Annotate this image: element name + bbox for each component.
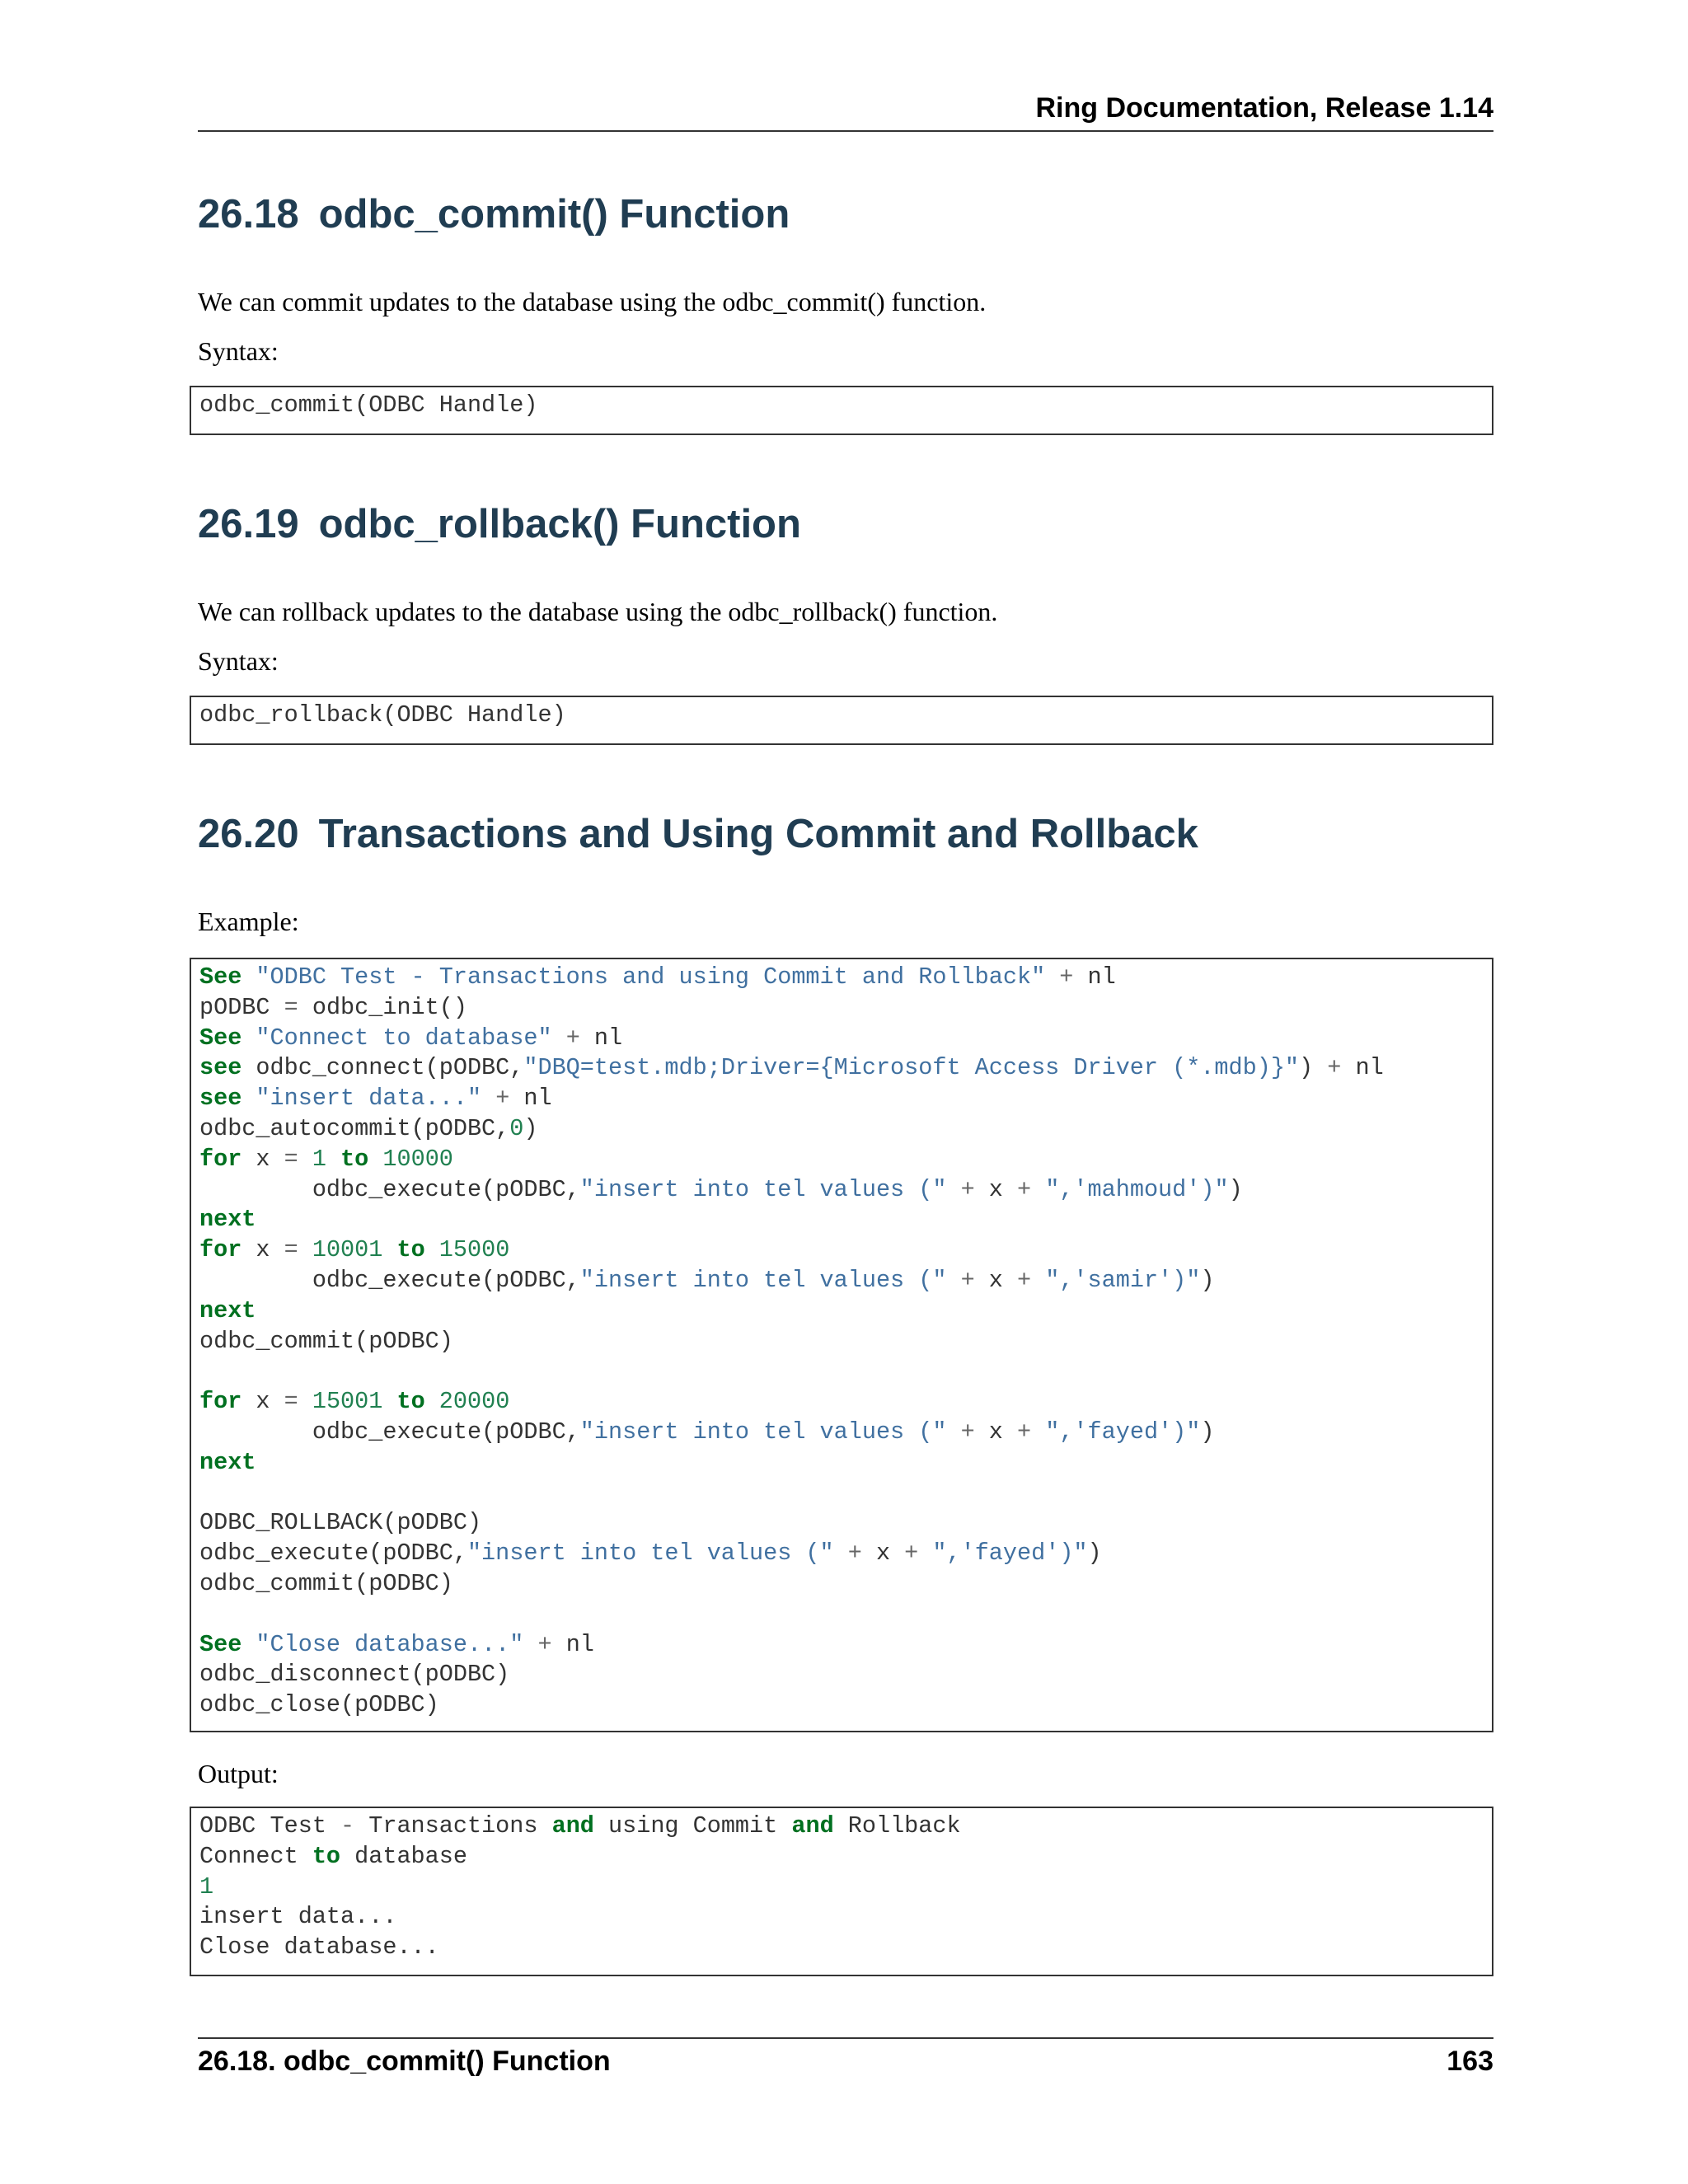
text-token: nl [551,1630,594,1658]
operator-token: + [495,1085,510,1113]
text-token [425,1236,439,1263]
text-token: odbc_execute(pODBC, [199,1540,467,1568]
example-code-line [199,1328,453,1355]
example-code-line [199,1206,256,1233]
example-code-line [199,1267,1214,1294]
syntax-label: Syntax: [198,336,279,366]
operator-token: + [1017,1175,1032,1203]
keyword-token: to [396,1388,425,1416]
text-token [523,1631,537,1658]
example-label: Example: [198,907,299,936]
operator-token: = [284,1145,298,1173]
operator-token: + [847,1540,862,1568]
text-token: nl [1073,963,1116,991]
operator-token: + [565,1024,580,1052]
string-token: ",'samir')" [1045,1266,1201,1294]
text-token: x [861,1540,905,1568]
keyword-token: and [551,1812,594,1840]
example-code-block [190,958,1493,1732]
text-token [834,1540,848,1567]
text-token [918,1540,932,1567]
text-token [298,1236,312,1263]
text-token [1045,963,1059,991]
text-token [326,1146,340,1173]
section-number: 26.18 [198,192,299,237]
example-code-line [199,1509,481,1536]
operator-token: = [284,1236,298,1264]
number-token: 1 [199,1872,214,1900]
section-number: 26.20 [198,812,299,856]
output-code-line [199,1843,467,1870]
operator-token: = [284,1388,298,1416]
text-token: odbc_connect(pODBC, [241,1054,524,1082]
text-token: nl [509,1085,552,1113]
text-token: odbc_commit(pODBC) [199,1569,453,1597]
operator-token: + [904,1540,919,1568]
text-token [1031,1418,1045,1446]
operator-token: + [1327,1054,1342,1082]
text-token [481,1085,495,1112]
keyword-token: next [199,1296,256,1324]
keyword-token: see [199,1054,242,1082]
text-token: ) [523,1114,538,1142]
output-label: Output: [198,1759,279,1788]
output-code-line [199,1903,396,1930]
example-code-line [199,1388,509,1415]
text-token: x [974,1266,1017,1294]
text-token [298,1146,312,1173]
number-token: 1 [312,1145,326,1173]
syntax-code: odbc_commit(ODBC Handle) [199,391,538,419]
output-code-block [190,1807,1493,1976]
text-token: database [340,1842,467,1870]
keyword-token: and [791,1812,834,1840]
example-code-line [199,1236,509,1263]
number-token: 0 [509,1114,524,1142]
operator-token: = [284,993,298,1021]
text-token [946,1267,960,1294]
syntax-code-block [190,386,1493,435]
operator-token: + [960,1175,975,1203]
string-token: "ODBC Test - Transactions and using Commit and Rollback" [256,963,1046,991]
section-title-text: Transactions and Using Commit and Rollback [318,812,1198,856]
text-token: ) [1200,1266,1215,1294]
number-token: 15001 [312,1388,383,1416]
keyword-token: see [199,1085,242,1113]
string-token: "insert into tel values (" [579,1418,947,1446]
output-code-line [199,1812,961,1840]
text-token: nl [579,1024,623,1052]
text-token [382,1236,396,1263]
keyword-token: See [199,963,242,991]
text-token [368,1146,382,1173]
string-token: "DBQ=test.mdb;Driver={Microsoft Access Driver (*.mdb)}" [523,1054,1300,1082]
text-token: x [241,1388,284,1416]
example-code-line [199,1661,509,1688]
text-token [298,1388,312,1415]
keyword-token: next [199,1448,256,1476]
example-code-line [199,1297,256,1324]
example-code-line [199,1540,1102,1567]
output-code-line [199,1873,213,1900]
number-token: 10000 [382,1145,453,1173]
text-token: ) [1087,1540,1102,1568]
output-code-line [199,1933,439,1961]
text-token: odbc_execute(pODBC, [199,1175,580,1203]
operator-token: + [1017,1418,1032,1446]
section-title-text: odbc_rollback() Function [318,502,801,546]
string-token: "insert into tel values (" [579,1266,947,1294]
operator-token: - [340,1812,355,1840]
text-token: odbc_execute(pODBC, [199,1418,580,1446]
text-token: odbc_close(pODBC) [199,1691,439,1719]
section-intro: We can rollback updates to the database using the odbc_rollback() function. [198,597,998,626]
string-token: "insert into tel values (" [579,1175,947,1203]
text-token [946,1418,960,1446]
keyword-token: next [199,1206,256,1234]
string-token: ",'fayed')" [1045,1418,1201,1446]
operator-token: + [537,1630,552,1658]
keyword-token: for [199,1236,242,1264]
text-token: odbc_autocommit(pODBC, [199,1114,510,1142]
example-code-line [199,1024,622,1052]
text-token: x [241,1236,284,1264]
section-heading-26-20 [198,811,1198,857]
example-code-line [199,1054,1384,1081]
text-token: ODBC Test [199,1812,341,1840]
text-token: odbc_commit(pODBC) [199,1327,453,1355]
section-number: 26.19 [198,502,299,546]
number-token: 20000 [438,1388,510,1416]
text-token: Close database... [199,1933,439,1961]
keyword-token: See [199,1024,242,1052]
text-token: odbc_init() [298,993,467,1021]
text-token [552,1024,566,1052]
text-token: nl [1341,1054,1384,1082]
operator-token: + [1059,963,1074,991]
example-code-line [199,1449,256,1476]
number-token: 15000 [438,1236,510,1264]
text-token [241,1085,256,1112]
text-token: ODBC_ROLLBACK(pODBC) [199,1509,482,1537]
keyword-token: to [312,1842,341,1870]
footer-divider [198,2037,1493,2039]
syntax-label: Syntax: [198,646,279,676]
string-token: "insert data..." [256,1085,482,1113]
section-heading-26-19 [198,501,801,547]
example-code-line [199,1146,453,1173]
text-token: Transactions [354,1812,552,1840]
operator-token: + [1017,1266,1032,1294]
example-code [199,963,1484,1721]
syntax-code-block [190,696,1493,745]
text-token [382,1388,396,1415]
operator-token: + [960,1266,975,1294]
text-token: x [974,1175,1017,1203]
string-token: "Connect to database" [256,1024,552,1052]
example-code-line [199,1691,439,1718]
number-token: 10001 [312,1236,383,1264]
example-code-line [199,994,467,1021]
example-code-line [199,1570,453,1597]
example-code-line [199,1418,1214,1446]
keyword-token: See [199,1630,242,1658]
string-token: "insert into tel values (" [467,1540,834,1568]
keyword-token: to [396,1236,425,1264]
running-header: Ring Documentation, Release 1.14 [1035,92,1493,124]
example-code-line [199,1176,1243,1203]
keyword-token: for [199,1388,242,1416]
text-token: odbc_execute(pODBC, [199,1266,580,1294]
text-token [425,1388,439,1415]
header-divider [198,130,1493,132]
text-token: Rollback [833,1812,961,1840]
section-title-text: odbc_commit() Function [318,192,790,237]
example-code-line [199,1085,552,1112]
keyword-token: to [340,1145,369,1173]
example-code-line [199,1631,594,1658]
text-token: x [974,1418,1017,1446]
text-token: ) [1228,1175,1243,1203]
text-token: insert data... [199,1903,397,1931]
text-token: x [241,1145,284,1173]
section-heading-26-18 [198,191,790,237]
footer-section-title: 26.18. odbc_commit() Function [198,2046,611,2077]
page-number: 163 [1447,2046,1493,2077]
text-token: ) [1200,1418,1215,1446]
text-token [241,963,256,991]
syntax-code: odbc_rollback(ODBC Handle) [199,701,566,729]
text-token: Connect [199,1842,312,1870]
document-page [198,0,1493,2184]
keyword-token: for [199,1145,242,1173]
text-token [946,1176,960,1203]
text-token [241,1024,256,1052]
text-token [241,1631,256,1658]
text-token [1031,1267,1045,1294]
operator-token: + [960,1418,975,1446]
text-token: odbc_disconnect(pODBC) [199,1661,510,1689]
text-token: ) [1299,1054,1328,1082]
string-token: ",'mahmoud')" [1045,1175,1229,1203]
string-token: ",'fayed')" [932,1540,1088,1568]
example-code-line [199,963,1116,991]
text-token: using Commit [593,1812,792,1840]
text-token [1031,1176,1045,1203]
example-code-line [199,1115,537,1142]
string-token: "Close database..." [256,1630,524,1658]
text-token: pODBC [199,993,284,1021]
section-intro: We can commit updates to the database using the odbc_commit() function. [198,287,987,316]
output-code [199,1811,1484,1963]
